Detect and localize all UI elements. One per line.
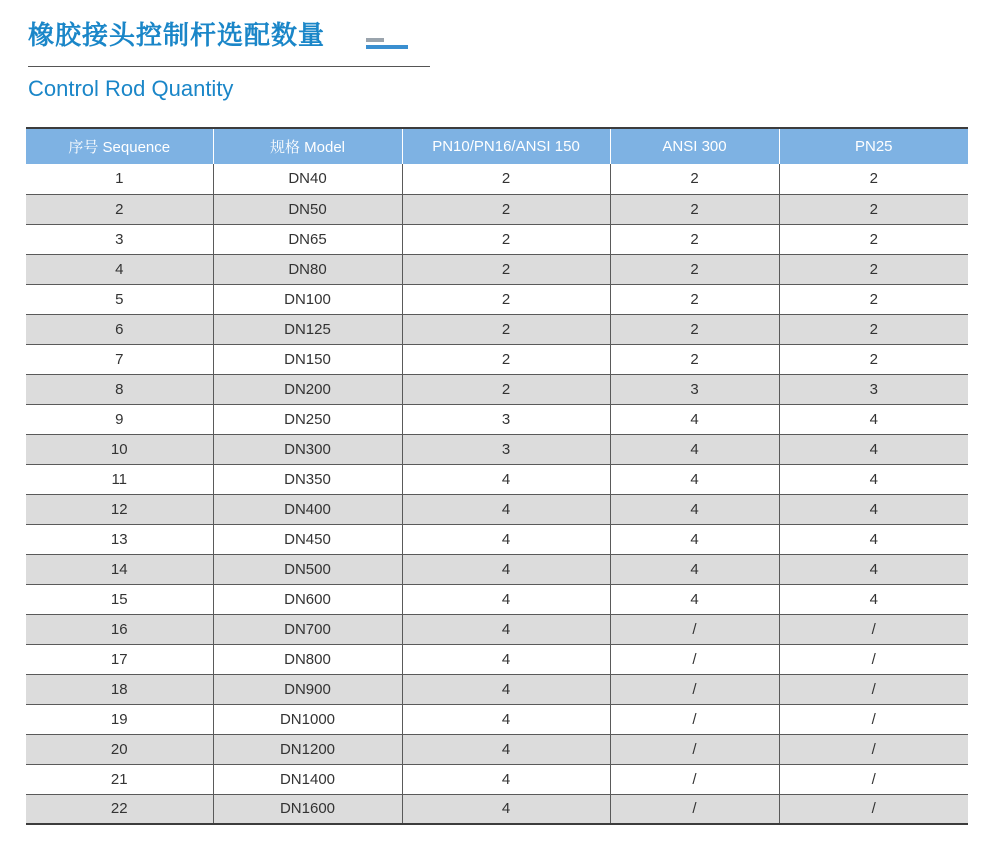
cell-sequence: 6 <box>26 314 213 344</box>
cell-pn25: 2 <box>779 314 968 344</box>
cell-ansi300: / <box>610 704 779 734</box>
title-decoration <box>366 36 410 50</box>
cell-pn10-pn16-ansi150: 4 <box>402 704 610 734</box>
cell-sequence: 10 <box>26 434 213 464</box>
table-row <box>26 404 968 434</box>
cell-model: DN350 <box>213 464 402 494</box>
cell-ansi300: 4 <box>610 494 779 524</box>
cell-pn25: 4 <box>779 464 968 494</box>
header-sequence: 序号 Sequence <box>26 128 213 164</box>
cell-pn10-pn16-ansi150: 3 <box>402 404 610 434</box>
cell-sequence: 13 <box>26 524 213 554</box>
table-row <box>26 434 968 464</box>
table-row <box>26 254 968 284</box>
table-row <box>26 164 968 194</box>
page-title-chinese: 橡胶接头控制杆选配数量 <box>28 21 326 51</box>
cell-pn25: 4 <box>779 584 968 614</box>
cell-model: DN300 <box>213 434 402 464</box>
cell-ansi300: 4 <box>610 464 779 494</box>
title-decoration-gray-bar <box>366 38 384 42</box>
cell-pn10-pn16-ansi150: 4 <box>402 644 610 674</box>
cell-pn25: / <box>779 734 968 764</box>
table-row <box>26 314 968 344</box>
cell-ansi300: 4 <box>610 404 779 434</box>
cell-pn10-pn16-ansi150: 3 <box>402 434 610 464</box>
cell-ansi300: 4 <box>610 584 779 614</box>
cell-ansi300: / <box>610 734 779 764</box>
cell-ansi300: 2 <box>610 254 779 284</box>
table-body <box>26 164 968 824</box>
cell-model: DN500 <box>213 554 402 584</box>
table-row <box>26 554 968 584</box>
control-rod-table <box>26 127 968 825</box>
cell-model: DN600 <box>213 584 402 614</box>
table-row <box>26 224 968 254</box>
cell-pn25: / <box>779 614 968 644</box>
cell-model: DN400 <box>213 494 402 524</box>
cell-model: DN1000 <box>213 704 402 734</box>
cell-pn25: 4 <box>779 524 968 554</box>
table-row <box>26 344 968 374</box>
header-model: 规格 Model <box>213 128 402 164</box>
cell-sequence: 14 <box>26 554 213 584</box>
cell-pn25: 4 <box>779 494 968 524</box>
cell-model: DN900 <box>213 674 402 704</box>
table-row <box>26 584 968 614</box>
cell-pn10-pn16-ansi150: 4 <box>402 584 610 614</box>
cell-pn10-pn16-ansi150: 4 <box>402 524 610 554</box>
table-row <box>26 704 968 734</box>
cell-pn10-pn16-ansi150: 2 <box>402 314 610 344</box>
cell-pn25: 2 <box>779 164 968 194</box>
page-title-english: Control Rod Quantity <box>28 76 234 101</box>
cell-sequence: 5 <box>26 284 213 314</box>
cell-pn10-pn16-ansi150: 2 <box>402 194 610 224</box>
cell-model: DN150 <box>213 344 402 374</box>
cell-model: DN1600 <box>213 794 402 824</box>
cell-pn10-pn16-ansi150: 2 <box>402 374 610 404</box>
cell-model: DN80 <box>213 254 402 284</box>
cell-sequence: 9 <box>26 404 213 434</box>
header-ansi300: ANSI 300 <box>610 128 779 164</box>
cell-model: DN50 <box>213 194 402 224</box>
cell-model: DN100 <box>213 284 402 314</box>
cell-ansi300: / <box>610 644 779 674</box>
cell-model: DN40 <box>213 164 402 194</box>
cell-sequence: 19 <box>26 704 213 734</box>
cell-ansi300: 2 <box>610 314 779 344</box>
cell-pn10-pn16-ansi150: 2 <box>402 284 610 314</box>
cell-ansi300: 4 <box>610 524 779 554</box>
cell-sequence: 2 <box>26 194 213 224</box>
cell-ansi300: / <box>610 794 779 824</box>
cell-sequence: 22 <box>26 794 213 824</box>
cell-pn10-pn16-ansi150: 4 <box>402 494 610 524</box>
cell-pn10-pn16-ansi150: 4 <box>402 464 610 494</box>
table-row <box>26 614 968 644</box>
table-row <box>26 524 968 554</box>
cell-ansi300: / <box>610 764 779 794</box>
table-header-row <box>26 128 968 164</box>
cell-pn25: 3 <box>779 374 968 404</box>
cell-ansi300: 2 <box>610 164 779 194</box>
cell-model: DN450 <box>213 524 402 554</box>
cell-pn25: 4 <box>779 434 968 464</box>
cell-sequence: 11 <box>26 464 213 494</box>
cell-model: DN250 <box>213 404 402 434</box>
cell-sequence: 17 <box>26 644 213 674</box>
cell-sequence: 18 <box>26 674 213 704</box>
cell-sequence: 4 <box>26 254 213 284</box>
cell-ansi300: 4 <box>610 434 779 464</box>
cell-pn25: 2 <box>779 224 968 254</box>
cell-pn25: 2 <box>779 344 968 374</box>
cell-model: DN125 <box>213 314 402 344</box>
cell-ansi300: / <box>610 614 779 644</box>
cell-pn25: 2 <box>779 254 968 284</box>
cell-pn10-pn16-ansi150: 4 <box>402 674 610 704</box>
cell-sequence: 7 <box>26 344 213 374</box>
cell-pn25: / <box>779 644 968 674</box>
table-row <box>26 794 968 824</box>
cell-sequence: 8 <box>26 374 213 404</box>
cell-pn10-pn16-ansi150: 2 <box>402 254 610 284</box>
title-decoration-blue-bar <box>366 45 408 49</box>
cell-sequence: 16 <box>26 614 213 644</box>
cell-pn10-pn16-ansi150: 4 <box>402 734 610 764</box>
cell-model: DN800 <box>213 644 402 674</box>
cell-pn25: / <box>779 794 968 824</box>
cell-ansi300: 4 <box>610 554 779 584</box>
table-header <box>26 128 968 164</box>
cell-model: DN65 <box>213 224 402 254</box>
cell-ansi300: 2 <box>610 284 779 314</box>
cell-pn25: / <box>779 704 968 734</box>
cell-sequence: 1 <box>26 164 213 194</box>
cell-ansi300: / <box>610 674 779 704</box>
cell-pn25: 2 <box>779 194 968 224</box>
table-row <box>26 764 968 794</box>
cell-sequence: 21 <box>26 764 213 794</box>
cell-ansi300: 2 <box>610 224 779 254</box>
cell-ansi300: 2 <box>610 344 779 374</box>
cell-pn25: 2 <box>779 284 968 314</box>
cell-model: DN700 <box>213 614 402 644</box>
table-row <box>26 734 968 764</box>
cell-pn25: 4 <box>779 554 968 584</box>
cell-pn25: 4 <box>779 404 968 434</box>
cell-pn10-pn16-ansi150: 2 <box>402 164 610 194</box>
cell-sequence: 15 <box>26 584 213 614</box>
cell-pn10-pn16-ansi150: 4 <box>402 764 610 794</box>
cell-pn25: / <box>779 674 968 704</box>
cell-pn25: / <box>779 764 968 794</box>
cell-pn10-pn16-ansi150: 4 <box>402 794 610 824</box>
cell-sequence: 12 <box>26 494 213 524</box>
cell-pn10-pn16-ansi150: 4 <box>402 614 610 644</box>
cell-model: DN1200 <box>213 734 402 764</box>
table-row <box>26 494 968 524</box>
cell-ansi300: 2 <box>610 194 779 224</box>
cell-pn10-pn16-ansi150: 2 <box>402 344 610 374</box>
table-row <box>26 674 968 704</box>
header-pn25: PN25 <box>779 128 968 164</box>
cell-sequence: 20 <box>26 734 213 764</box>
title-divider <box>28 66 430 67</box>
table-row <box>26 374 968 404</box>
table-row <box>26 464 968 494</box>
table-row <box>26 644 968 674</box>
cell-pn10-pn16-ansi150: 2 <box>402 224 610 254</box>
table-row <box>26 194 968 224</box>
cell-model: DN1400 <box>213 764 402 794</box>
cell-pn10-pn16-ansi150: 4 <box>402 554 610 584</box>
cell-ansi300: 3 <box>610 374 779 404</box>
cell-sequence: 3 <box>26 224 213 254</box>
header-pn10-pn16-ansi150: PN10/PN16/ANSI 150 <box>402 128 610 164</box>
table-row <box>26 284 968 314</box>
cell-model: DN200 <box>213 374 402 404</box>
